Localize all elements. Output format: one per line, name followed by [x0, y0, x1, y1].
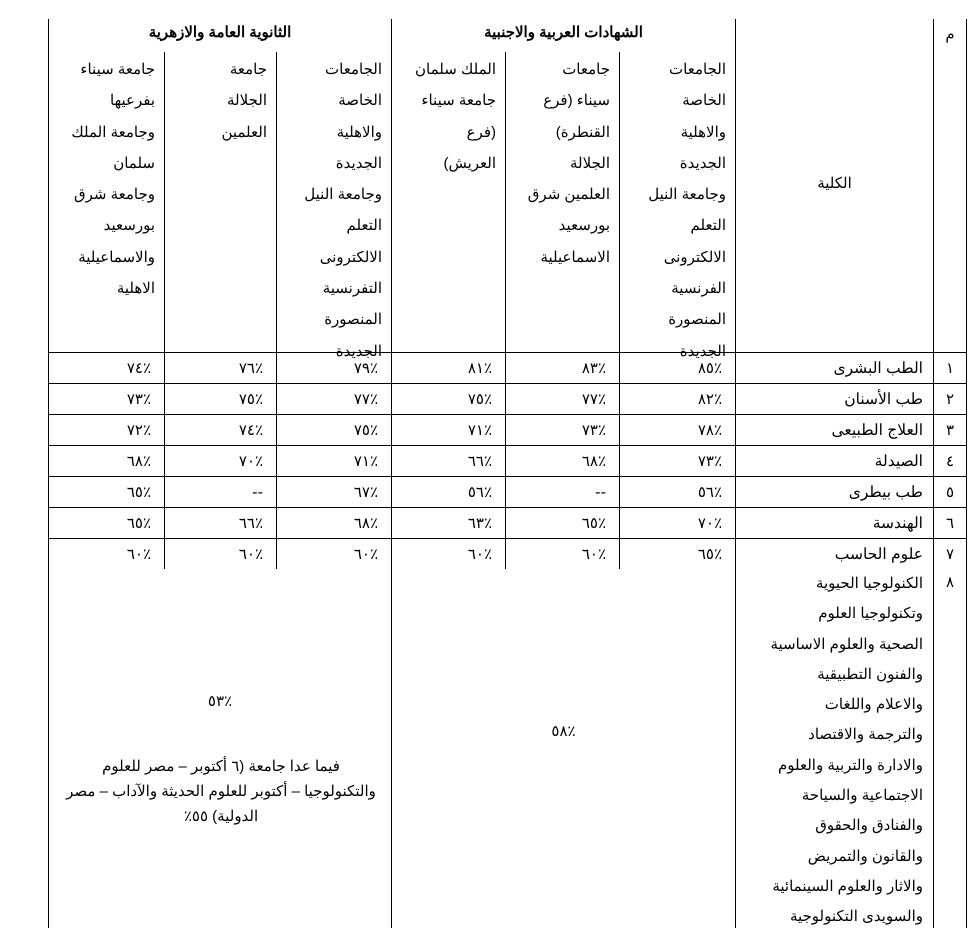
row-index: ٣ — [945, 422, 955, 439]
row-value-cell: ٪٦٠ — [467, 545, 492, 563]
row-8-arab-foreign-value: ٪٥٨ — [551, 722, 576, 740]
subheader-arab-private-universities: الجامعات الخاصة والاهلية الجديدة وجامعة النيل التعلم الالكترونى الفرنسية المنصورة الجديدة — [648, 61, 726, 360]
row-index: ٧ — [945, 546, 955, 563]
table-border-right — [966, 19, 967, 928]
row-value-cell: ٪٦٠ — [581, 545, 606, 563]
row-value-cell: ٪٦٨ — [353, 514, 378, 532]
row-faculty: طب الأسنان — [844, 391, 923, 408]
row-value-cell: ٪٦٥ — [126, 514, 151, 532]
subheader-general-private-universities: الجامعات الخاصة والاهلية الجديدة وجامعة النيل التعلم الالكترونى التفرنسية المنصورة الجديدة — [304, 61, 382, 360]
row-8-general-azhar-value: ٪٥٣ — [207, 692, 233, 710]
row-faculty: علوم الحاسب — [834, 546, 923, 563]
row-value-cell: ٪٨١ — [467, 359, 492, 377]
row-value-cell: ٪٥٦ — [467, 483, 492, 501]
subheader-arab-king-salman: الملك سلمان جامعة سيناء (فرع العريش) — [415, 61, 496, 172]
group-title-arab-foreign: الشهادات العربية والاجنبية — [484, 24, 643, 41]
row-value-cell: ٪٧٥ — [353, 421, 378, 439]
subheader-arab-sinai-qantara: جامعات سيناء (فرع القنطرة) الجلالة العلمين شرق بورسعيد الاسماعيلية — [527, 61, 610, 266]
row-value-cell: ٪٦٦ — [238, 514, 263, 532]
row-value-cell: ٪٧٧ — [581, 390, 606, 408]
row-value-cell: ٪٦٠ — [126, 545, 151, 563]
row-value-cell: ٪٧٣ — [581, 421, 606, 439]
row-value-cell: ٪٧٢ — [126, 421, 151, 439]
row-value-cell: ٪٦٨ — [581, 452, 606, 470]
row-faculty: الطب البشرى — [833, 360, 923, 377]
row-value-cell: ٪٦٧ — [353, 483, 378, 501]
row-value-cell: ٪٦٣ — [467, 514, 492, 532]
row-value-cell: ٪٦٥ — [126, 483, 151, 501]
row-value-cell: ٪٧٩ — [353, 359, 378, 377]
row-value-cell: ٪٨٣ — [581, 359, 606, 377]
row-value-cell: ٪٨٥ — [697, 359, 722, 377]
row-value-cell: ٪٦٥ — [581, 514, 606, 532]
header-faculty: الكلية — [817, 175, 852, 192]
row-8-general-azhar-note: فيما عدا جامعة (٦ أكتوبر – مصر للعلوم والتكنولوجيا – أكتوبر للعلوم الحديثة والآداب – مصر الدولية) ٥٥٪ — [66, 758, 376, 825]
row-value-cell: ٪٧٨ — [697, 421, 722, 439]
row-value-cell: ٪٦٦ — [467, 452, 492, 470]
row-value-cell: ٪٧٥ — [467, 390, 492, 408]
row-value-cell: ٪٧٦ — [238, 359, 263, 377]
row-value-cell: ٪٧٤ — [238, 421, 263, 439]
row-8-faculty: الكنولوجيا الحيوية وتكنولوجيا العلوم الصحية والعلوم الاساسية والفنون التطبيقية والاعلام واللغات والترجمة والاقتصاد والادارة والتربية والعلوم الاجتماعية والسياحة والفنادق والحقوق والقانون والتمريض والاثار والعلوم السينمائية والسويدى التكنولوجية — [770, 575, 923, 926]
row-value-cell: ٪٥٦ — [697, 483, 722, 501]
subheader-general-galala-alamein: جامعة الجلالة العلمين — [221, 61, 267, 141]
row-value-cell: ٪٧٠ — [697, 514, 722, 532]
header-index: م — [945, 26, 955, 43]
row-index: ٢ — [945, 391, 955, 408]
row-value-cell: ٪٦٨ — [126, 452, 151, 470]
row-value-cell: ٪٦٠ — [353, 545, 378, 563]
subheader-general-sinai-branches: جامعة سيناء بفرعيها وجامعة الملك سلمان وجامعة شرق بورسعيد والاسماعيلية الاهلية — [71, 61, 155, 298]
row-index: ٤ — [945, 453, 955, 470]
row-index: ١ — [945, 360, 955, 377]
row-value-cell: -- — [252, 483, 263, 501]
row-faculty: طب بيطرى — [848, 484, 923, 501]
row-faculty: الصيدلة — [874, 453, 923, 470]
row-value-cell: ٪٧٣ — [697, 452, 722, 470]
row-value-cell: ٪٧٤ — [126, 359, 151, 377]
row-value-cell: ٪٧٠ — [238, 452, 263, 470]
row-value-cell: ٪٧١ — [353, 452, 378, 470]
row-8-index: ٨ — [945, 574, 955, 591]
row-faculty: العلاج الطبيعى — [831, 422, 923, 439]
row-value-cell: ٪٦٥ — [697, 545, 722, 563]
row-value-cell: ٪٧٧ — [353, 390, 378, 408]
row-value-cell: ٪٨٢ — [697, 390, 722, 408]
row-value-cell: ٪٧١ — [467, 421, 492, 439]
row-value-cell: ٪٧٣ — [126, 390, 151, 408]
row-index: ٦ — [945, 515, 955, 532]
row-value-cell: ٪٧٥ — [238, 390, 263, 408]
row-index: ٥ — [945, 484, 955, 501]
row-faculty: الهندسة — [872, 515, 923, 532]
group-title-general-azhar: الثانوية العامة والازهرية — [148, 24, 292, 41]
row-value-cell: ٪٦٠ — [238, 545, 263, 563]
row-value-cell: -- — [595, 483, 606, 501]
